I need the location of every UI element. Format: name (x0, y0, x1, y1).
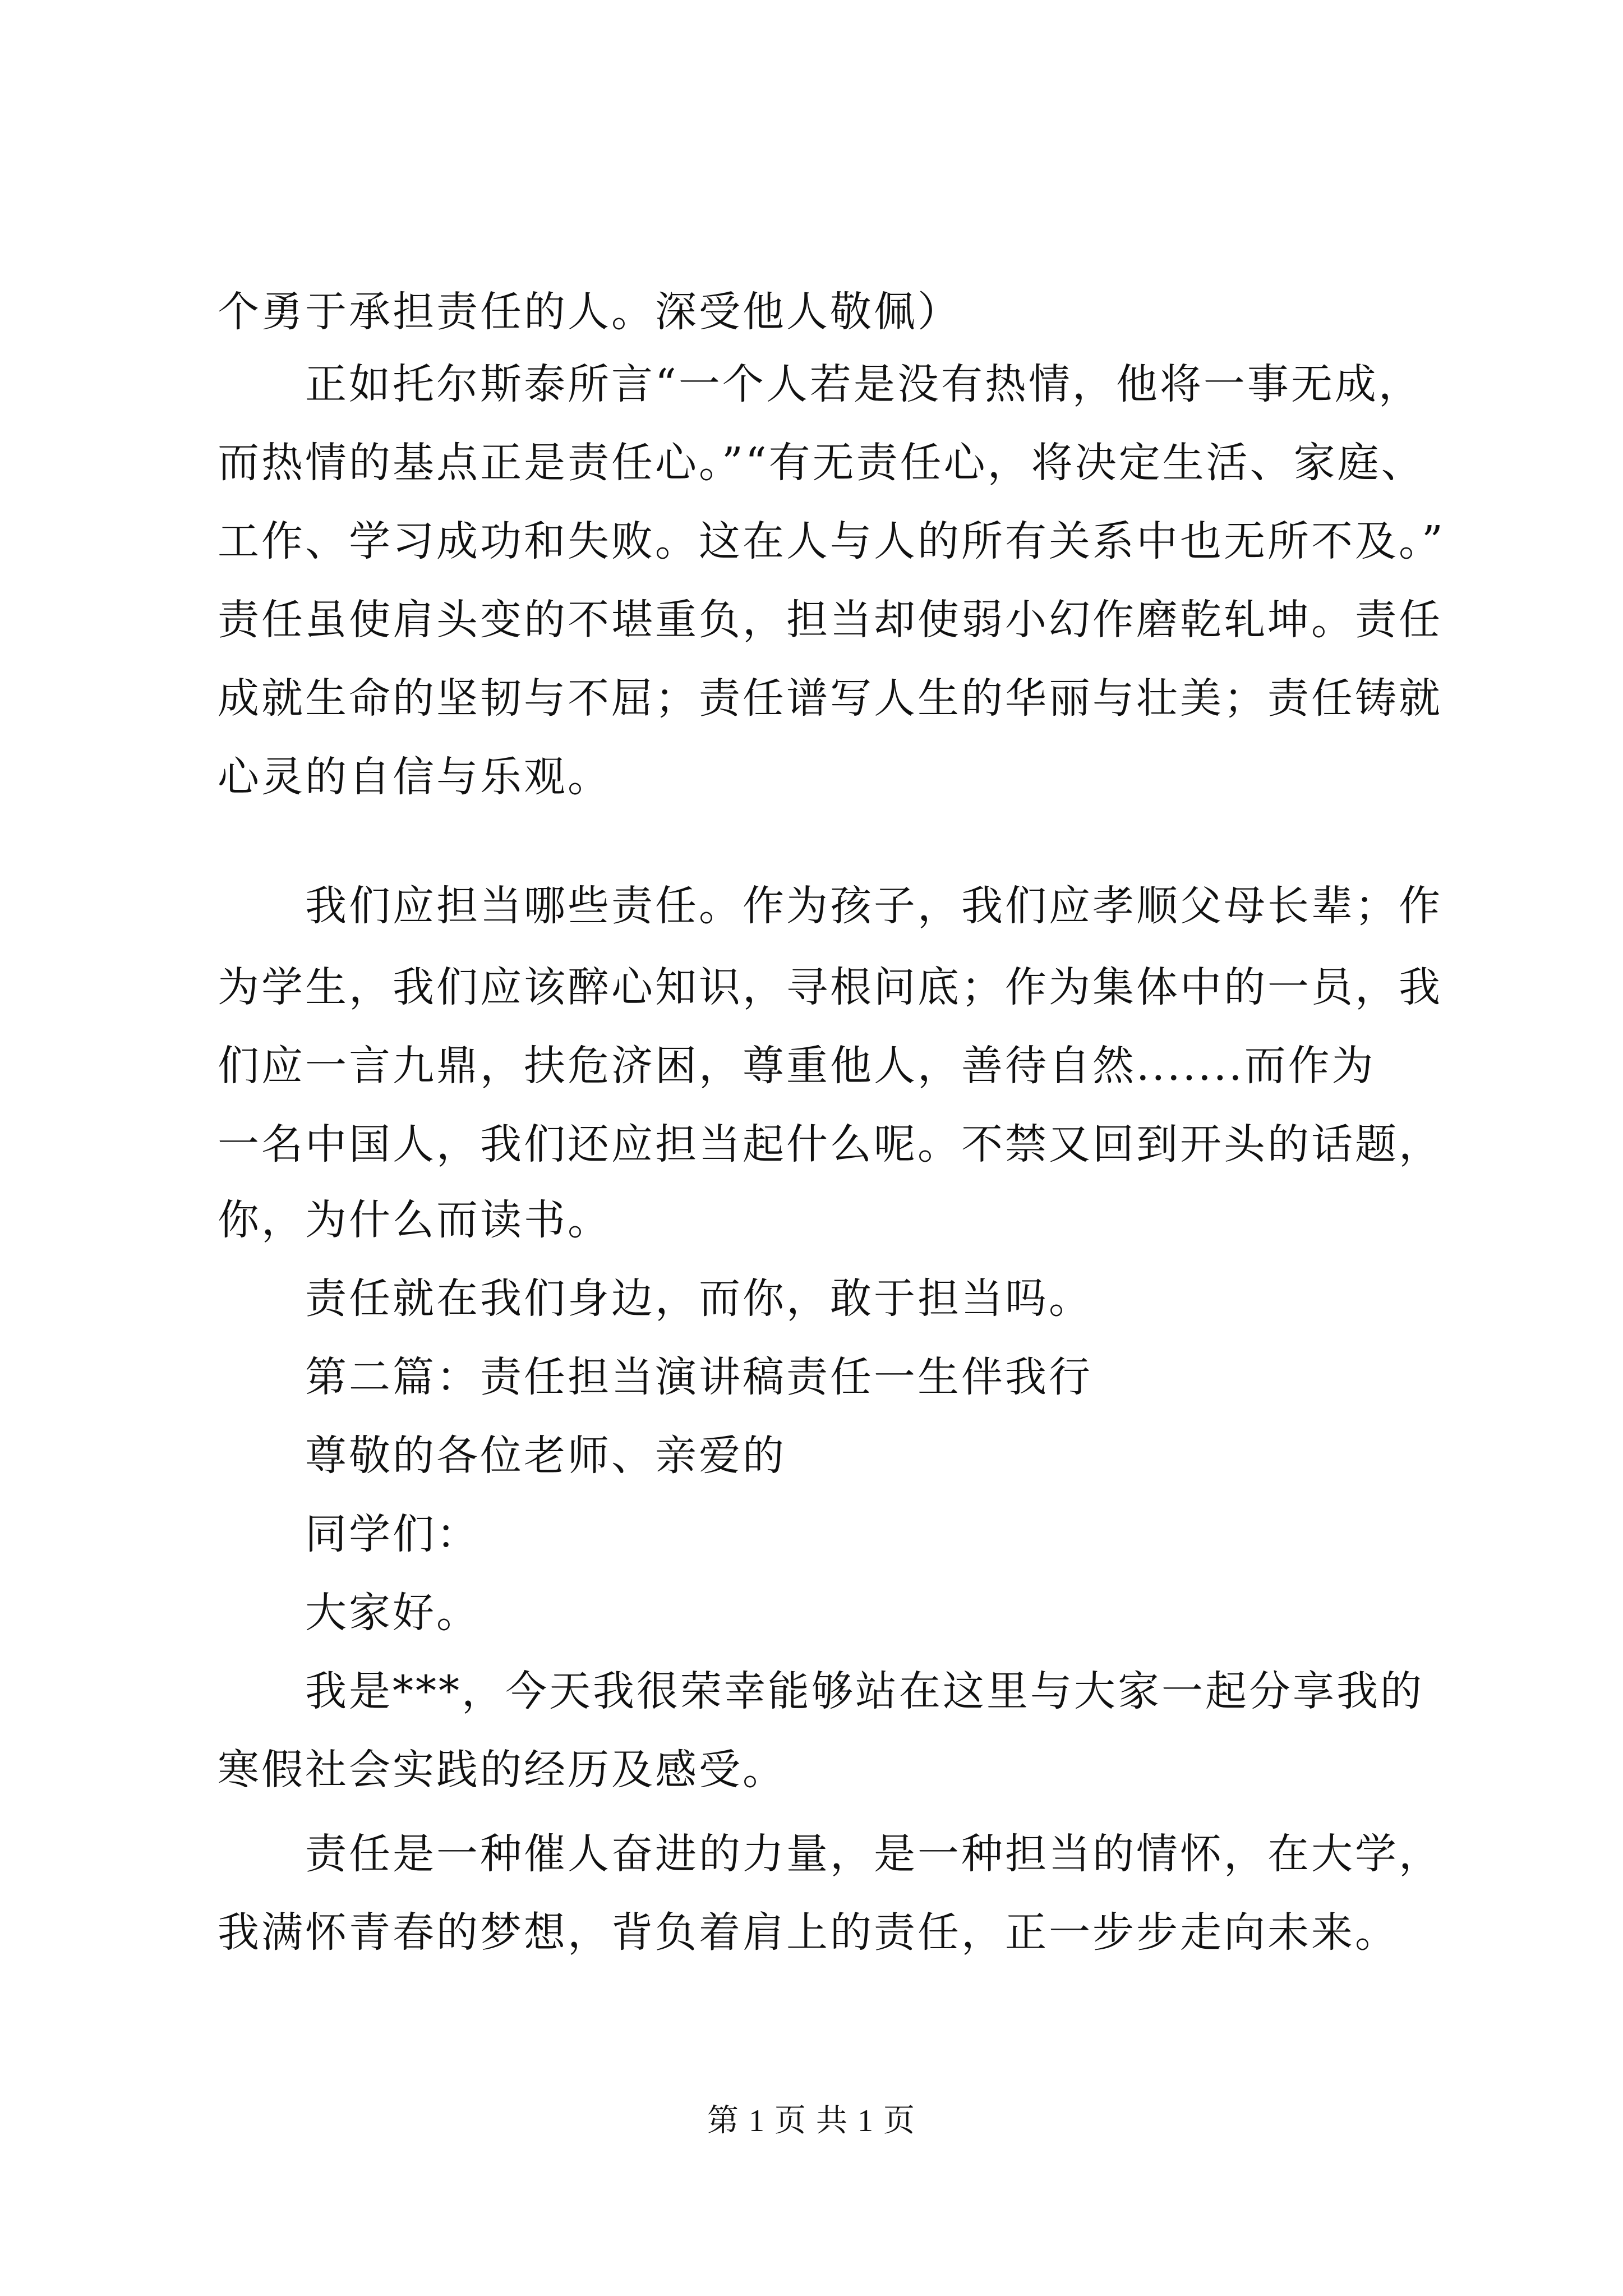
text-line: 为学生，我们应该醉心知识，寻根问底；作为集体中的一员，我 (218, 963, 1442, 1011)
text-line: 第二篇：责任担当演讲稿责任一生伴我行 (305, 1353, 1092, 1401)
text-line: 而热情的基点正是责任心。”“有无责任心，将决定生活、家庭、 (218, 439, 1425, 487)
text-line: 我们应担当哪些责任。作为孩子，我们应孝顺父母长辈；作 (305, 882, 1442, 930)
text-line: 责任是一种催人奋进的力量，是一种担当的情怀，在大学， (305, 1830, 1442, 1878)
text-line: 成就生命的坚韧与不屈；责任谱写人生的华丽与壮美；责任铸就 (218, 674, 1442, 723)
text-line: 责任虽使肩头变的不堪重负，担当却使弱小幻作磨乾轧坤。责任 (218, 596, 1442, 644)
text-line: 工作、学习成功和失败。这在人与人的所有关系中也无所不及。” (218, 517, 1445, 565)
text-line: 个勇于承担责任的人。深受他人敬佩） (218, 288, 961, 336)
text-line: 我满怀青春的梦想，背负着肩上的责任，正一步步走向未来。 (218, 1908, 1399, 1957)
text-line: 正如托尔斯泰所言“一个人若是没有热情，他将一事无成， (305, 360, 1422, 408)
text-line: 尊敬的各位老师、亲爱的 (305, 1432, 786, 1480)
text-line: 责任就在我们身边，而你，敢于担当吗。 (305, 1274, 1092, 1323)
text-line: 寒假社会实践的经历及感受。 (218, 1746, 786, 1794)
text-line: 大家好。 (305, 1589, 480, 1637)
text-line: 我是***，今天我很荣幸能够站在这里与大家一起分享我的 (305, 1667, 1424, 1715)
text-line: 们应一言九鼎，扶危济困，尊重他人，善待自然.......而作为 (218, 1042, 1376, 1090)
text-line: 同学们： (305, 1510, 480, 1558)
text-line: 一名中国人，我们还应担当起什么呢。不禁又回到开头的话题， (218, 1120, 1442, 1168)
text-line: 你，为什么而读书。 (218, 1196, 611, 1244)
text-line: 心灵的自信与乐观。 (218, 753, 611, 801)
page-footer: 第 1 页 共 1 页 (707, 2104, 916, 2138)
